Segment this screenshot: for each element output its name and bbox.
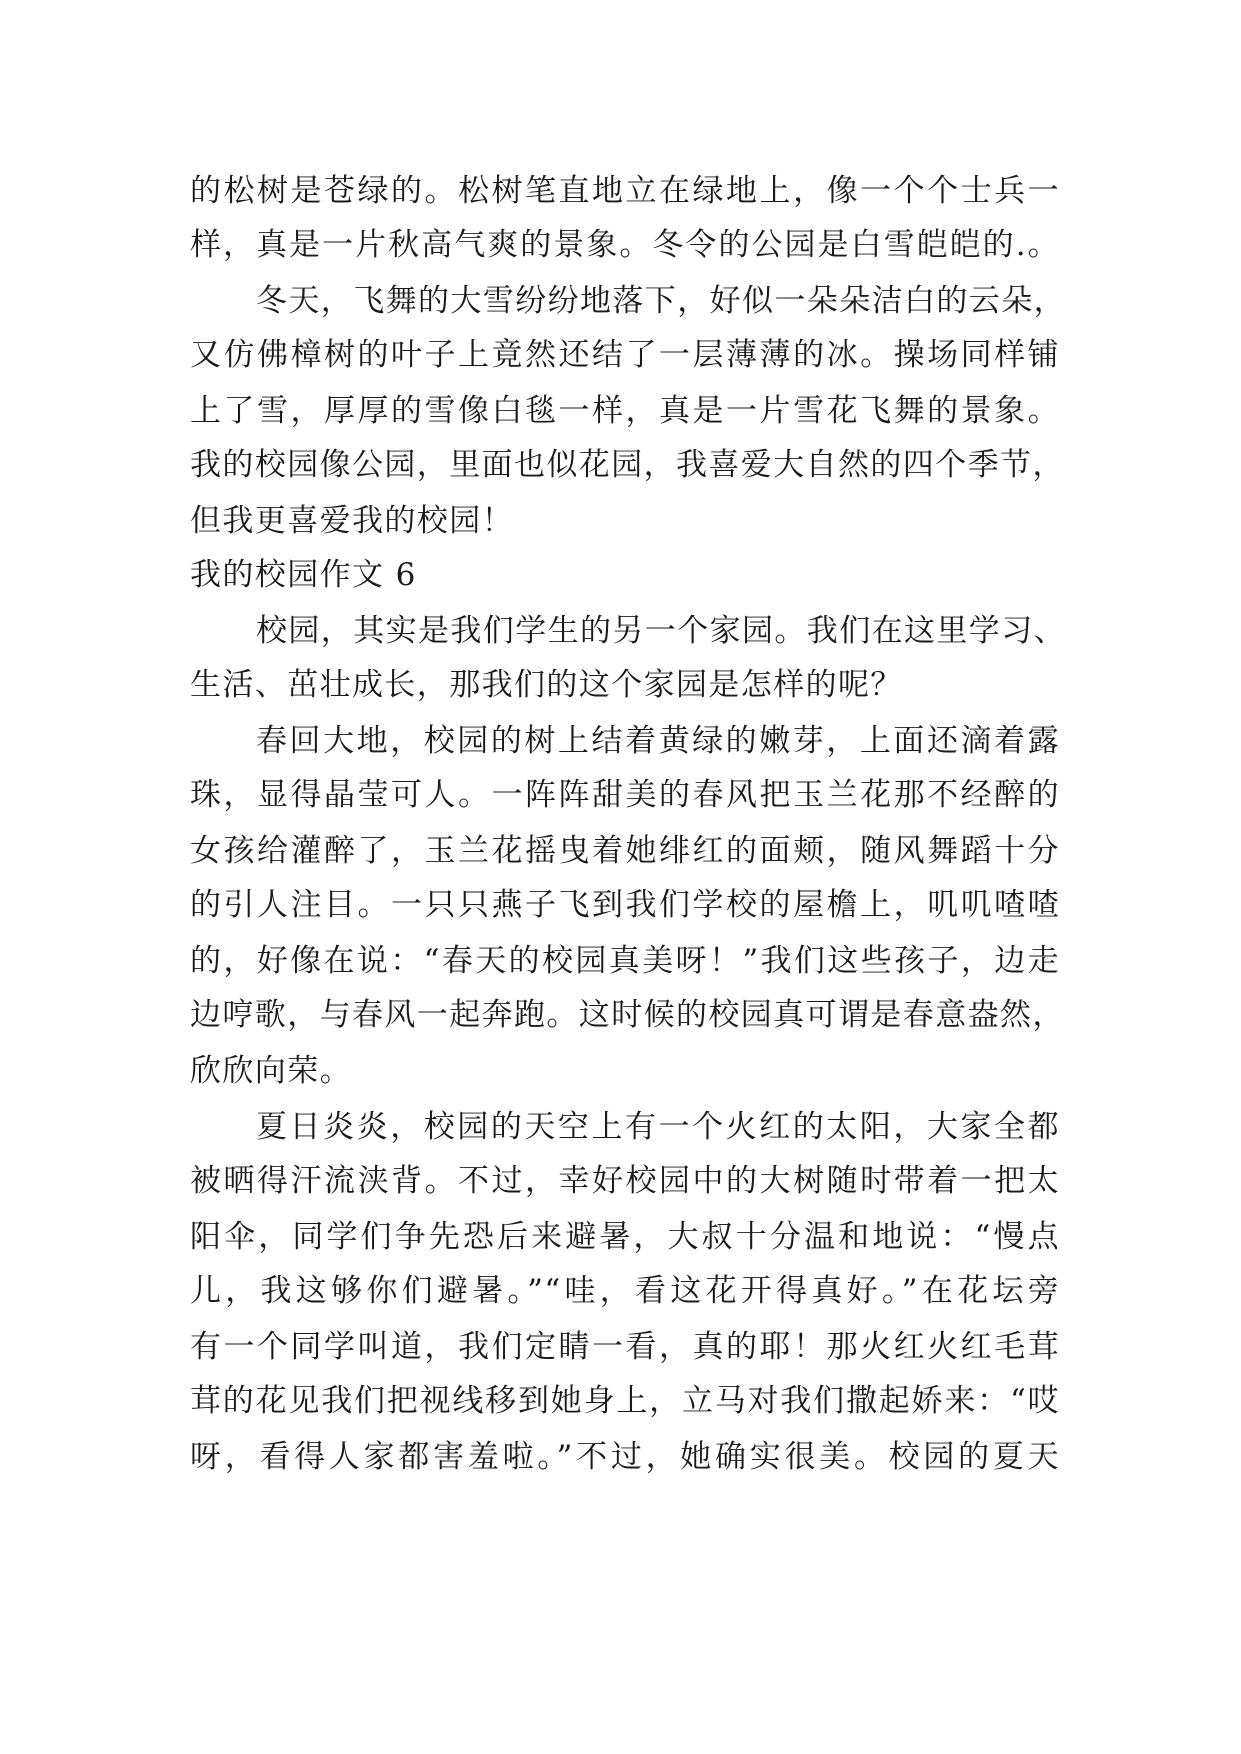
text-line: 边哼歌，与春风一起奔跑。这时候的校园真可谓是春意盎然，: [190, 997, 1065, 1033]
paragraph-start-line: 校园，其实是我们学生的另一个家园。我们在这里学习、: [256, 613, 1066, 649]
text-line: 的，好像在说：“春天的校园真美呀！”我们这些孩子，边走: [190, 943, 1060, 979]
section-heading: 我的校园作文 6: [190, 557, 417, 593]
text-line: 上了雪，厚厚的雪像白毯一样，真是一片雪花飞舞的景象。: [190, 393, 1060, 429]
text-line: 的引人注目。一只只燕子飞到我们学校的屋檐上，叽叽喳喳: [190, 887, 1060, 923]
text-line: 珠，显得晶莹可人。一阵阵甜美的春风把玉兰花那不经醉的: [190, 777, 1060, 813]
text-line: 阳伞，同学们争先恐后来避暑，大叔十分温和地说：“慢点: [190, 1219, 1060, 1255]
text-line: 儿，我这够你们避暑。”“哇，看这花开得真好。”在花坛旁: [190, 1273, 1060, 1309]
text-line: 有一个同学叫道，我们定睛一看，真的耶！那火红火红毛茸: [190, 1329, 1060, 1365]
paragraph-start-line: 冬天，飞舞的大雪纷纷地落下，好似一朵朵洁白的云朵，: [256, 283, 1066, 319]
paragraph-start-line: 夏日炎炎，校园的天空上有一个火红的太阳，大家全都: [256, 1109, 1060, 1145]
text-line: 茸的花见我们把视线移到她身上，立马对我们撒起娇来：“哎: [190, 1383, 1060, 1419]
paragraph-start-line: 春回大地，校园的树上结着黄绿的嫩芽，上面还滴着露: [256, 723, 1060, 759]
text-line: 呀，看得人家都害羞啦。”不过，她确实很美。校园的夏天: [190, 1439, 1060, 1475]
text-line: 被晒得汗流浃背。不过，幸好校园中的大树随时带着一把太: [190, 1163, 1060, 1199]
document-page: [190, 160, 1066, 1640]
text-line: 的松树是苍绿的。松树笔直地立在绿地上，像一个个士兵一: [190, 173, 1060, 209]
text-line: 我的校园像公园，里面也似花园，我喜爱大自然的四个季节，: [190, 447, 1065, 483]
text-line: 但我更喜爱我的校园！: [190, 503, 514, 539]
text-line: 女孩给灌醉了，玉兰花摇曳着她绯红的面颊，随风舞蹈十分: [190, 833, 1060, 869]
text-line: 又仿佛樟树的叶子上竟然还结了一层薄薄的冰。操场同样铺: [190, 337, 1060, 373]
text-line: 欣欣向荣。: [190, 1053, 352, 1089]
text-line: 样，真是一片秋高气爽的景象。冬令的公园是白雪皑皑的.。: [190, 227, 1060, 263]
text-line: 生活、茁壮成长，那我们的这个家园是怎样的呢？: [190, 667, 903, 703]
